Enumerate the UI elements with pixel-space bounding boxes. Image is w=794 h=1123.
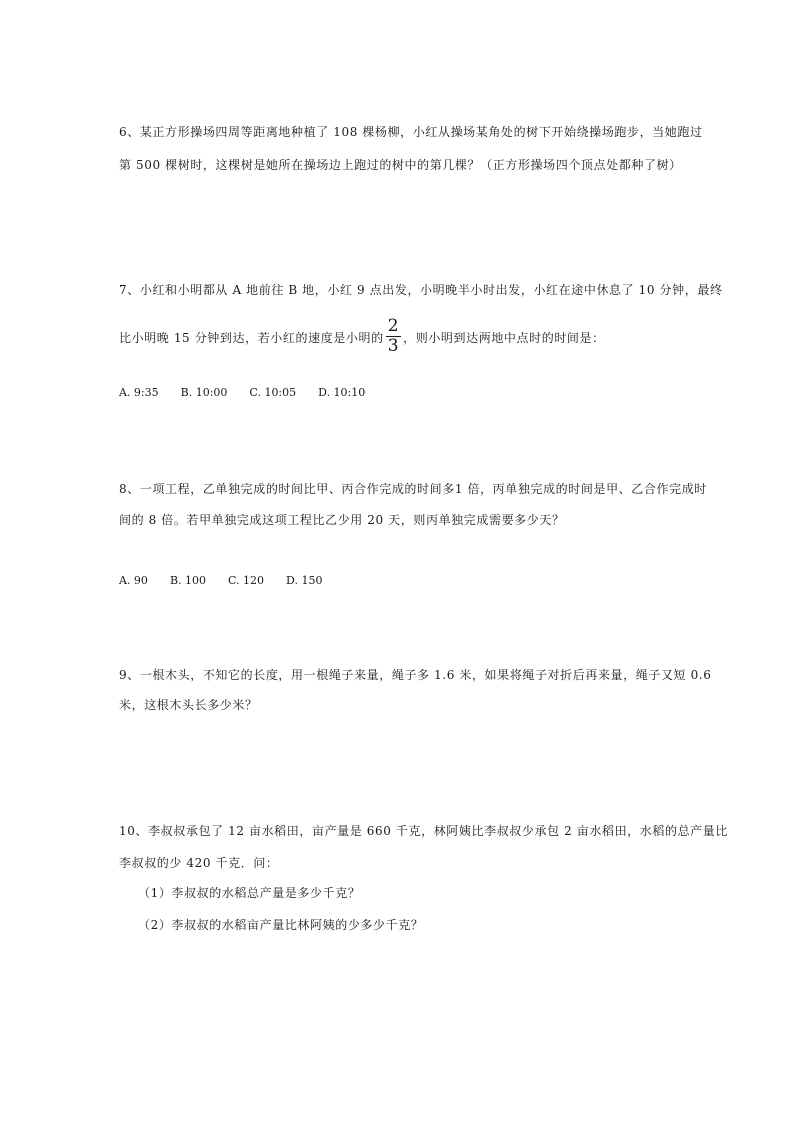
question-10-line-2: 李叔叔的少 420 千克．问： xyxy=(119,856,279,870)
choice-a: A. 9:35 xyxy=(119,386,159,399)
choice-a: A. 90 xyxy=(119,574,148,587)
question-8-line-2: 间的 8 倍。若甲单独完成这项工程比乙少用 20 天，则丙单独完成需要多少天？ xyxy=(119,513,565,527)
question-7-choices xyxy=(119,385,387,401)
choice-c: C. 120 xyxy=(228,574,265,587)
question-6-line-1: 6、某正方形操场四周等距离地种植了 108 棵杨柳，小红从操场某角处的树下开始绕操场跑步，当她跑过 xyxy=(119,125,703,139)
fraction-two-thirds xyxy=(386,318,401,355)
choice-b: B. 100 xyxy=(169,574,207,587)
question-6-line-2: 第 500 棵树时，这棵树是她所在操场边上跑过的树中的第几棵？（正方形操场四个顶点处都种了树） xyxy=(119,158,682,172)
question-8-line-1: 8、一项工程，乙单独完成的时间比甲、丙合作完成的时间多1 倍，丙单独完成的时间是甲、乙合作完成时 xyxy=(119,482,707,496)
question-9-line-1: 9、一根木头，不知它的长度，用一根绳子来量，绳子多 1.6 米，如果将绳子对折后再来量，绳子又短 0.6 xyxy=(119,668,712,682)
question-7-line-1: 7、小红和小明都从 A 地前往 B 地，小红 9 点出发，小明晚半小时出发，小红在途中休息了 10 分钟，最终 xyxy=(119,283,723,297)
choice-d: D. 10:10 xyxy=(318,386,366,399)
question-10-sub-2: （2）李叔叔的水稻亩产量比林阿姨的少多少千克？ xyxy=(138,918,424,932)
choice-b: B. 10:00 xyxy=(180,386,228,399)
fraction-numerator: 2 xyxy=(387,316,400,336)
question-10-sub-1: （1）李叔叔的水稻总产量是多少千克？ xyxy=(138,886,361,900)
question-7-line-2-after: ，则小明到达两地中点时的时间是： xyxy=(403,331,605,345)
question-10-line-1: 10、李叔叔承包了 12 亩水稻田，亩产量是 660 千克，林阿姨比李叔叔少承包 2 亩水稻田，水稻的总产量比 xyxy=(119,824,728,838)
fraction-denominator: 3 xyxy=(387,336,400,356)
question-8-choices xyxy=(119,573,344,589)
choice-c: C. 10:05 xyxy=(249,386,297,399)
question-7-line-2 xyxy=(119,316,605,357)
question-9-line-2: 米，这根木头长多少米？ xyxy=(119,698,258,712)
choice-d: D. 150 xyxy=(286,574,323,587)
question-7-line-2-before: 比小明晚 15 分钟到达，若小红的速度是小明的 xyxy=(119,331,384,345)
